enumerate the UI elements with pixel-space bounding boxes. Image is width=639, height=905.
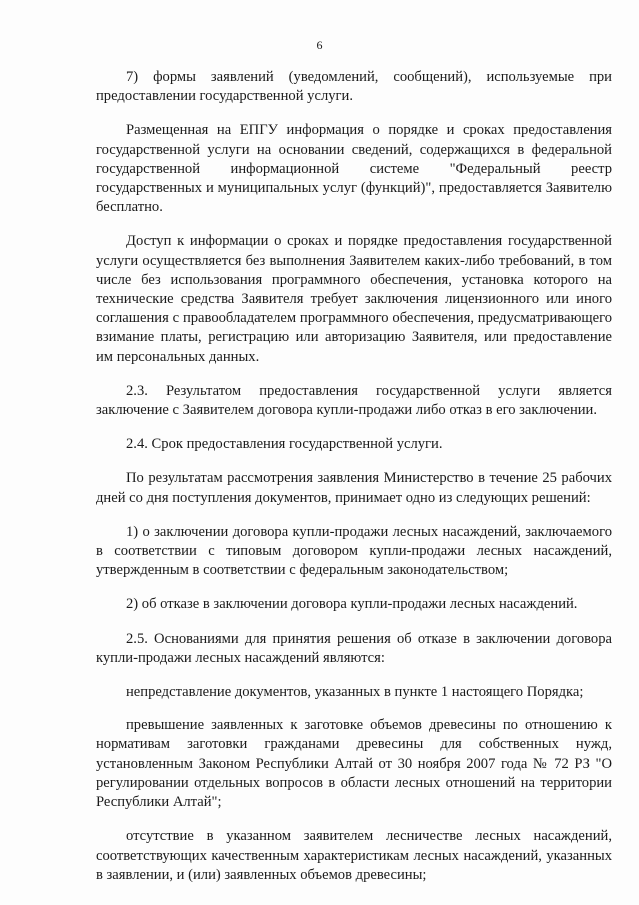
document-body [96,68,612,900]
paragraph-ground-no-documents: непредставление документов, указанных в пункте 1 настоящего Порядка; [126,684,584,701]
paragraph-ground-volume-excess: превышение заявленных к заготовке объемов древесины по отношению к нормативам заготовки гражданами древесины для собственных нужд, установленным Законом Республики Алтай от 30 ноября 2007 года № 72 РЗ "О регулировании отдельных вопросов в области лесных отношений на территории Республики Алтай"; [96,717,612,811]
paragraph-section-2-5-grounds: 2.5. Основаниями для принятия решения об отказе в заключении договора купли-продажи лесных насаждений являются: [96,630,612,666]
paragraph-section-2-3-result: 2.3. Результатом предоставления государственной услуги является заключение с Заявителем договора купли-продажи либо отказ в его заключении. [96,382,612,419]
paragraph-decision-2-refusal: 2) об отказе в заключении договора купли-продажи лесных насаждений. [126,596,578,613]
page-number: 6 [316,38,323,52]
paragraph-access-to-information: Доступ к информации о сроках и порядке предоставления государственной услуги осуществляется без выполнения Заявителем каких-либо требований, в том числе без использования программного обеспечения, установка которого на технические средства Заявителя требует заключения лицензионного или иного соглашения с правообладателем программного обеспечения, предусматривающего взимание платы, регистрацию или авторизацию Заявителя, или предоставление им персональных данных. [96,233,612,365]
paragraph-decision-1-conclusion: 1) о заключении договора купли-продажи лесных насаждений, заключаемого в соответствии с типовым договором купли-продажи лесных насаждений, утвержденным в соответствии с федеральным законодательством; [96,523,612,579]
paragraph-forms-of-applications: 7) формы заявлений (уведомлений, сообщений), используемые при предоставлении государственной услуги. [96,69,612,105]
paragraph-epgu-information: Размещенная на ЕПГУ информация о порядке и сроках предоставления государственной услуги на основании сведений, содержащихся в федеральной государственной информационной системе "Федеральный реестр государственных и муниципальных услуг (функций)", предоставляется Заявителю бесплатно. [96,122,612,216]
paragraph-review-results: По результатам рассмотрения заявления Министерство в течение 25 рабочих дней со дня поступления документов, принимает одно из следующих решений: [96,470,612,506]
paragraph-ground-no-forest-stands: отсутствие в указанном заявителем лесничестве лесных насаждений, соответствующих качественным характеристикам лесных насаждений, указанных в заявлении, и (или) заявленных объемов древесины; [96,828,612,883]
paragraph-section-2-4-term: 2.4. Срок предоставления государственной услуги. [126,436,443,453]
